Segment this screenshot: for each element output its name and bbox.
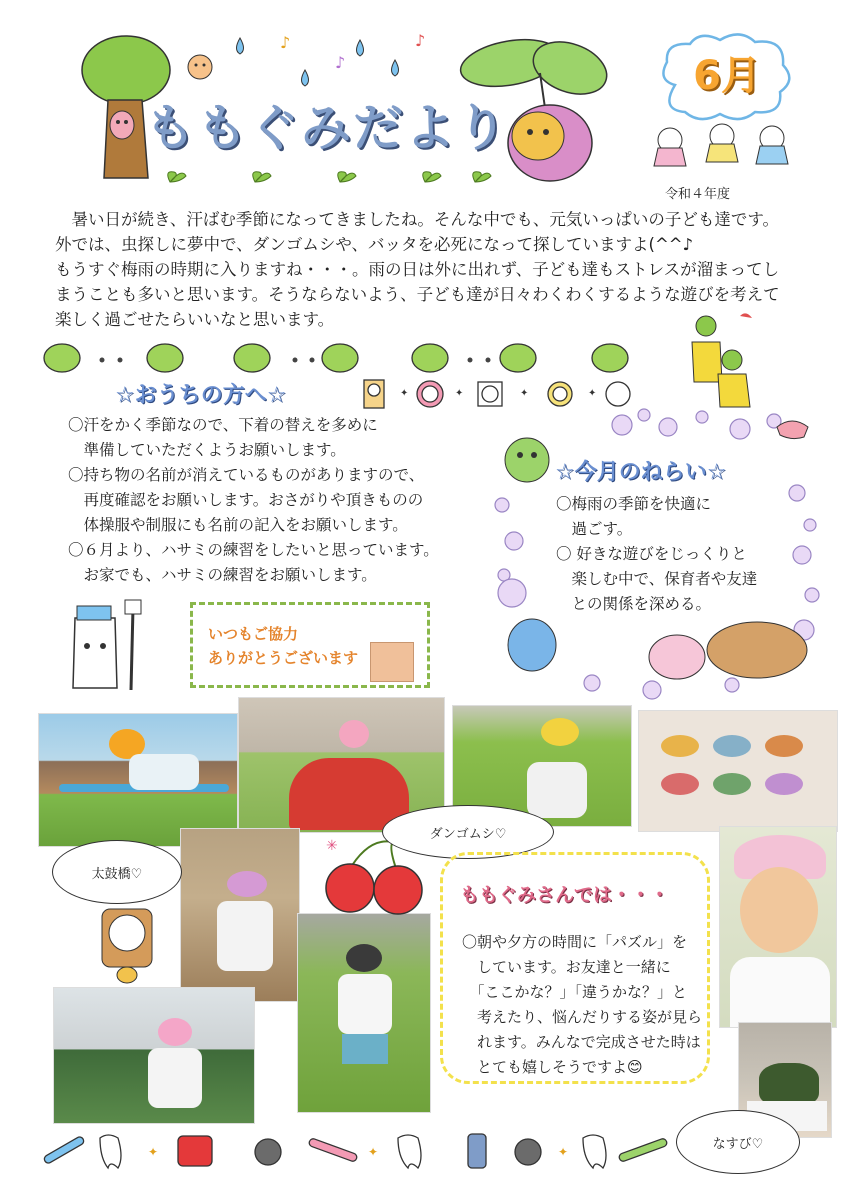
home-section-list (68, 413, 488, 588)
home-line: お家でも、ハサミの練習をお願いします。 (68, 566, 377, 584)
momo-line: しています。お友達と一緒に (462, 958, 671, 976)
photo-portrait (719, 826, 837, 1028)
svg-text:✦: ✦ (148, 1145, 159, 1159)
thanks-line-2: ありがとうございます (208, 649, 359, 667)
raindrop-icon (230, 30, 430, 90)
home-line: 体操服や制服にも名前の記入をお願いします。 (68, 516, 408, 534)
photo-garden (53, 987, 255, 1124)
aim-section-list (556, 492, 796, 617)
svg-text:✦: ✦ (588, 388, 597, 399)
momo-section-text (462, 930, 702, 1080)
tree-character-icon (185, 52, 215, 82)
intro-line: 外では、虫探しに夢中で、ダンゴムシや、バッタを必死になって探していますよ(^^♪ (55, 235, 694, 254)
home-line: 準備していただくようお願いします。 (68, 441, 346, 459)
aim-line: 〇 好きな遊びをじっくりと (556, 545, 747, 563)
home-line: 〇持ち物の名前が消えているものがありますので、 (68, 466, 425, 484)
svg-text:✦: ✦ (400, 388, 409, 399)
svg-text:✦: ✦ (455, 388, 464, 399)
tooth-border-icon (38, 1128, 678, 1176)
svg-text:♪: ♪ (415, 31, 426, 50)
caption-drum-bridge: 太鼓橋♡ (52, 840, 182, 904)
svg-text:✦: ✦ (558, 1145, 569, 1159)
sprout-row (160, 162, 500, 186)
caption-pill-bug: ダンゴムシ♡ (382, 805, 554, 859)
caption-eggplant: なすび♡ (676, 1110, 800, 1174)
photo-puzzle-wall (638, 710, 838, 832)
bean-face-icon (40, 338, 640, 380)
intro-line: もうすぐ梅雨の時期に入りますね・・・。雨の日は外に出れず、子ども達もストレスが溜まってし (55, 260, 780, 279)
momo-line: 〇朝や夕方の時間に「パズル」を (462, 933, 688, 951)
teru-teru-bozu-icon (650, 122, 800, 172)
thanks-image (370, 642, 414, 682)
thanks-line-1: いつもご協力 (208, 625, 299, 643)
home-line: 再度確認をお願いします。おさがりや頂きものの (68, 491, 424, 509)
era-label: 令和４年度 (665, 187, 731, 202)
aim-section-title: ☆今月のねらい☆ (555, 460, 727, 485)
svg-text:✳: ✳ (326, 838, 338, 854)
momo-line: 「ここかな？」「違うかな？」と (462, 983, 688, 1001)
momo-line: とても嬉しそうですよ😊 (462, 1058, 643, 1076)
photo-climbing-frame (38, 713, 238, 847)
page-title: ももぐみだより (145, 99, 509, 157)
frog-boots-icon (680, 312, 760, 412)
svg-text:♪: ♪ (280, 33, 291, 52)
aim-line: 楽しむ中で、保育者や友達 (556, 570, 758, 588)
home-line: 〇汗をかく季節なので、下着の替えを多めに (68, 416, 378, 434)
month-label: 6月 (693, 53, 761, 99)
home-section-title: ☆おうちの方へ☆ (115, 383, 287, 408)
momo-line: れます。みんなで完成させた時は (462, 1033, 701, 1051)
thanks-text (208, 622, 358, 670)
momo-line: 考えたり、悩んだりする姿が見ら (462, 1008, 703, 1026)
svg-text:♪: ♪ (335, 53, 346, 72)
momo-section-title: ももぐみさんでは・・・ (460, 884, 670, 906)
intro-line: まうことも多いと思います。そうならないよう、子ども達が日々わくわくするような遊びを考えて (55, 285, 780, 304)
aim-line: 過ごす。 (556, 520, 633, 538)
photo-running (297, 913, 431, 1113)
intro-line: 暑い日が続き、汗ばむ季節になってきましたね。そんな中でも、元気いっぱいの子ども達です。 (55, 210, 780, 229)
intro-line: 楽しく過ごせたらいいなと思います。 (55, 310, 335, 329)
home-line: 〇６月より、ハサミの練習をしたいと思っています。 (68, 541, 439, 559)
aim-line: との関係を深める。 (556, 595, 712, 613)
aim-line: 〇梅雨の季節を快適に (556, 495, 712, 513)
toothbrush-icon (55, 598, 155, 698)
svg-text:✦: ✦ (368, 1145, 379, 1159)
photo-playground (180, 828, 300, 1002)
clock-character-icon (88, 905, 168, 985)
svg-text:✦: ✦ (520, 388, 529, 399)
